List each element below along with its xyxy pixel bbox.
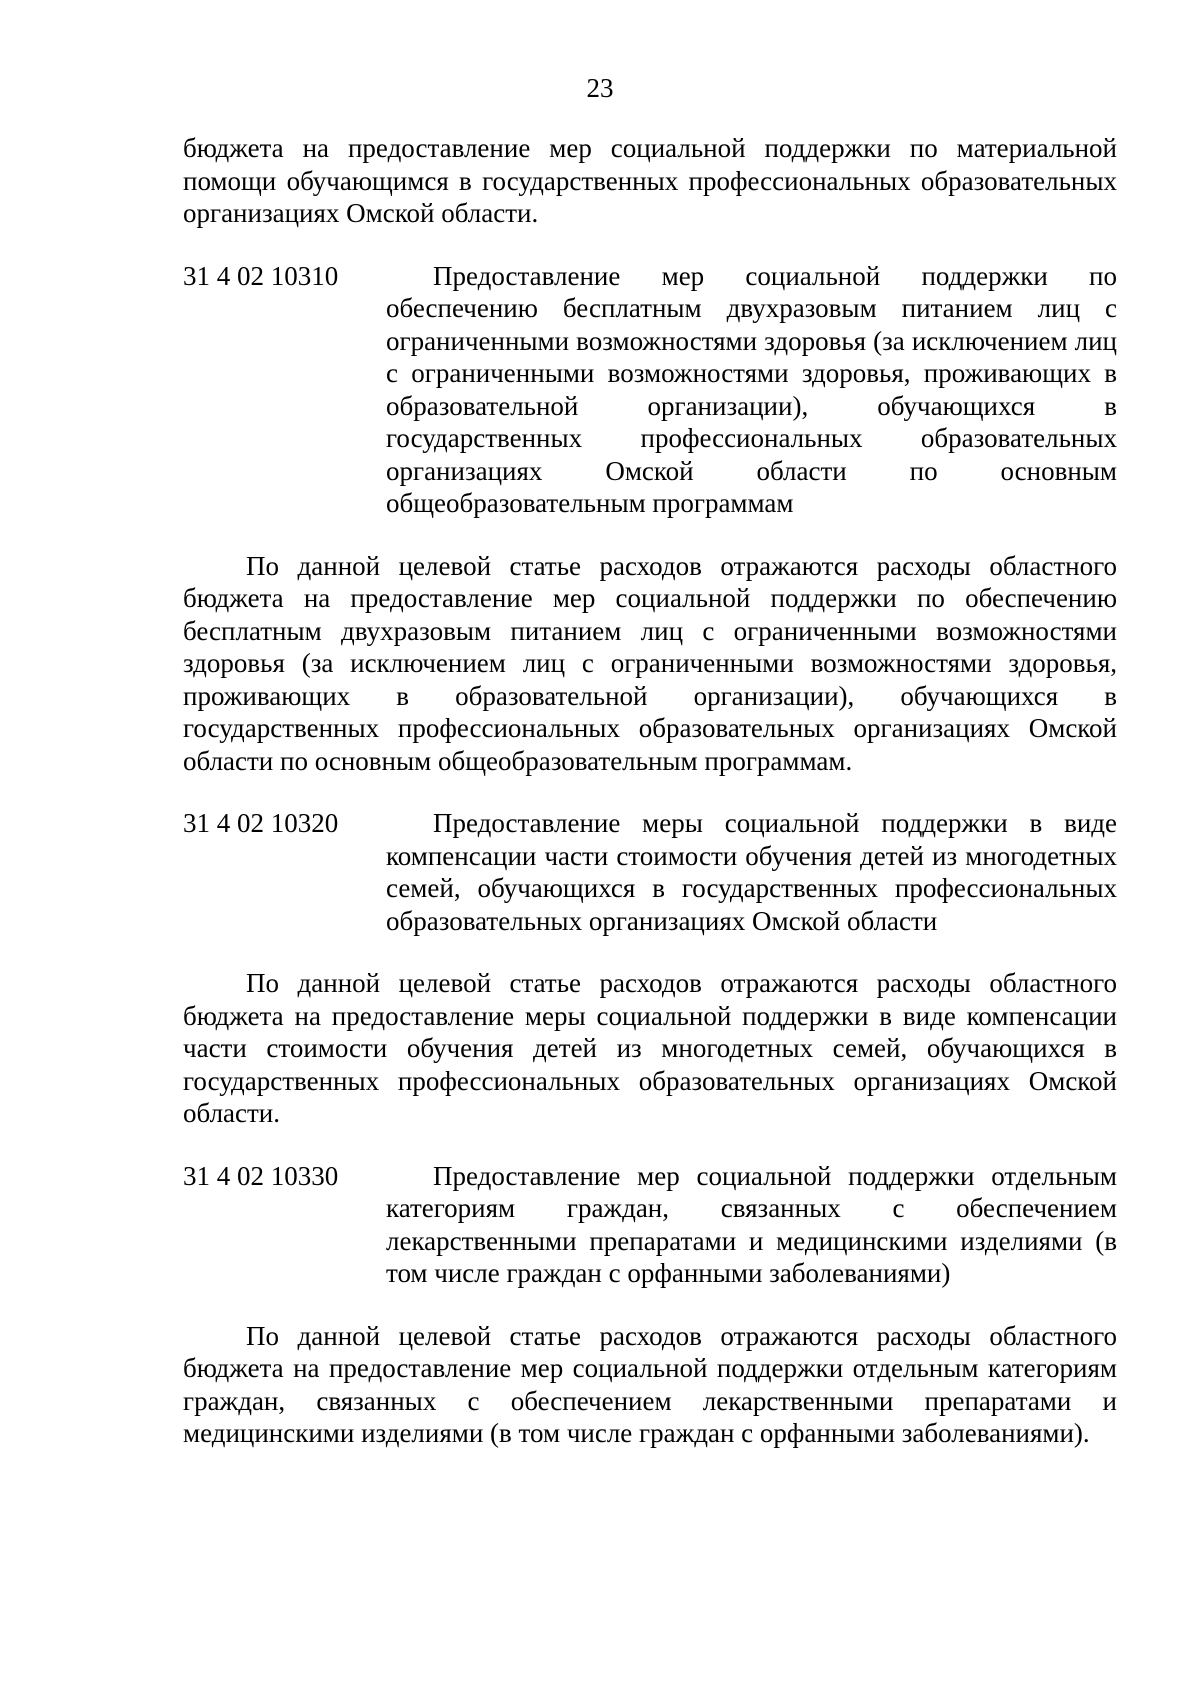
intro-paragraph: бюджета на предоставление мер социальной поддержки по материальной помощи обучающимся в государственных профессиональных образовательных организациях Омской области. <box>183 133 1117 228</box>
budget-item-10330 <box>183 1160 1117 1290</box>
budget-item-title: Предоставление мер социальной поддержки отдельным категориям граждан, связанных с обеспечением лекарственными препаратами и медицинскими изделиями (в том числе граждан с орфанными заболеваниями) <box>386 1160 1117 1288</box>
budget-item-description: По данной целевой статье расходов отражаются расходы областного бюджета на предоставление меры социальной поддержки в виде компенсации части стоимости обучения детей из многодетных семей, обучающихся в государственных профессиональных образовательных организациях Омской области. <box>183 968 1117 1128</box>
document-body <box>183 132 1117 1450</box>
budget-item-10320 <box>183 807 1117 937</box>
budget-item-description: По данной целевой статье расходов отражаются расходы областного бюджета на предоставление мер социальной поддержки по обеспечению бесплатным двухразовым питанием лиц с ограниченными возможностями здоровья (за исключением лиц с ограниченными возможностями здоровья, проживающих в образовательной организации), обучающихся в государственных профессиональных образовательных организациях Омской области по основным общеобразовательным программам. <box>183 550 1117 776</box>
budget-item-description: По данной целевой статье расходов отражаются расходы областного бюджета на предоставление мер социальной поддержки отдельным категориям граждан, связанных с обеспечением лекарственными препаратами и медицинскими изделиями (в том числе граждан с орфанными заболеваниями). <box>183 1320 1117 1448</box>
budget-item-code: 31 4 02 10330 <box>183 1160 339 1191</box>
budget-item-title: Предоставление мер социальной поддержки по обеспечению бесплатным двухразовым питанием лиц с ограниченными возможностями здоровья (за исключением лиц с ограниченными возможностями здоровья, проживающих в образовательной организации), обучающихся в государственных профессиональных образовательных организациях Омской области по основным общеобразовательным программам <box>386 260 1117 518</box>
budget-item-10310 <box>183 260 1117 520</box>
budget-item-code: 31 4 02 10310 <box>183 260 339 291</box>
budget-item-title: Предоставление меры социальной поддержки в виде компенсации части стоимости обучения детей из многодетных семей, обучающихся в государственных профессиональных образовательных организациях Омской области <box>386 808 1117 936</box>
budget-item-code: 31 4 02 10320 <box>183 808 339 838</box>
page-number: 23 <box>586 73 614 103</box>
